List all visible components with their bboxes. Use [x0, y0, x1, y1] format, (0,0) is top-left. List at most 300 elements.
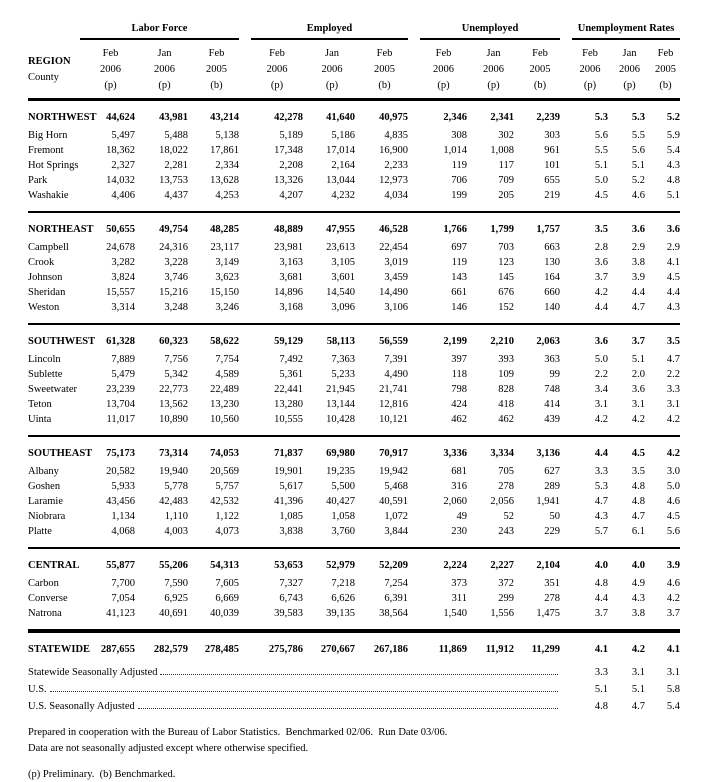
value-cell: 70,917 — [379, 448, 408, 459]
value-cell: 663 — [544, 242, 560, 253]
value-cell: 7,218 — [331, 578, 355, 589]
value-cell: 23,613 — [326, 242, 355, 253]
value-cell: 14,032 — [106, 175, 135, 186]
value-cell: 6,925 — [164, 593, 188, 604]
value-cell: 1,556 — [490, 608, 514, 619]
value-cell: 3,106 — [384, 302, 408, 313]
value-cell: 43,981 — [159, 112, 188, 123]
section-divider-rule — [28, 547, 680, 549]
value-cell: 4,003 — [164, 526, 188, 537]
subcolumn-year: 2006 — [100, 64, 121, 75]
subcolumn-note: (b) — [533, 80, 547, 91]
leader-row — [28, 698, 680, 715]
county-row — [28, 255, 680, 270]
value-cell: 3.6 — [594, 257, 608, 268]
value-cell: 5.6 — [631, 145, 645, 156]
value-cell: 4.7 — [631, 511, 645, 522]
value-cell: 7,605 — [215, 578, 239, 589]
column-group-0 — [80, 22, 239, 40]
rate-cell: 5.4 — [666, 701, 680, 712]
subcolumn-note: (p) — [158, 80, 171, 91]
value-cell: 5,488 — [164, 130, 188, 141]
region-total-row — [28, 446, 680, 461]
value-cell: 23,981 — [274, 242, 303, 253]
value-cell: 798 — [451, 384, 467, 395]
subcolumn-year: 2006 — [579, 64, 601, 75]
value-cell: 11,869 — [438, 644, 467, 655]
value-cell: 19,901 — [274, 466, 303, 477]
value-cell: 5,189 — [279, 130, 303, 141]
value-cell: 828 — [498, 384, 514, 395]
value-cell: 4,073 — [215, 526, 239, 537]
value-cell: 4.6 — [666, 578, 680, 589]
subcolumn-month: Jan — [486, 48, 501, 59]
region-section — [28, 558, 680, 631]
value-cell: 10,555 — [274, 414, 303, 425]
value-cell: 4.2 — [594, 287, 608, 298]
region-name: NORTHEAST — [28, 224, 94, 235]
statewide-rule — [28, 631, 680, 633]
value-cell: 1,799 — [490, 224, 514, 235]
value-cell: 6,626 — [331, 593, 355, 604]
value-cell: 5,361 — [279, 369, 303, 380]
county-row — [28, 494, 680, 509]
value-cell: 4,835 — [384, 130, 408, 141]
county-name: Converse — [28, 593, 68, 604]
value-cell: 3,168 — [279, 302, 303, 313]
value-cell: 373 — [451, 578, 467, 589]
value-cell: 140 — [544, 302, 560, 313]
value-cell: 5.9 — [666, 130, 680, 141]
value-cell: 2,208 — [279, 160, 303, 171]
value-cell: 10,560 — [210, 414, 239, 425]
value-cell: 60,323 — [159, 336, 188, 347]
value-cell: 462 — [451, 414, 467, 425]
value-cell: 278 — [498, 481, 514, 492]
county-name: Carbon — [28, 578, 59, 589]
value-cell: 2,233 — [384, 160, 408, 171]
dotted-leader — [50, 691, 558, 692]
column-group-3 — [560, 22, 680, 40]
value-cell: 40,039 — [210, 608, 239, 619]
value-cell: 2,227 — [490, 560, 514, 571]
dotted-leader — [160, 674, 558, 675]
subcolumn-header — [608, 46, 645, 94]
value-cell: 4.0 — [631, 560, 645, 571]
value-cell: 3,844 — [384, 526, 408, 537]
subcolumn-year: 2005 — [529, 64, 551, 75]
value-cell: 5,497 — [111, 130, 135, 141]
value-cell: 4.1 — [594, 644, 608, 655]
subcolumn-month: Jan — [157, 48, 172, 59]
value-cell: 13,280 — [274, 399, 303, 410]
value-cell: 4.8 — [594, 578, 608, 589]
value-cell: 74,053 — [210, 448, 239, 459]
value-cell: 676 — [498, 287, 514, 298]
value-cell: 3.8 — [631, 257, 645, 268]
value-cell: 3.7 — [594, 608, 608, 619]
footnotes — [28, 725, 680, 782]
subcolumn-year: 2006 — [321, 64, 343, 75]
value-cell: 54,313 — [210, 560, 239, 571]
leader-label-cell — [28, 664, 560, 681]
region-section — [28, 110, 680, 213]
value-cell: 2,341 — [490, 112, 514, 123]
region-header-label: REGION — [28, 56, 71, 67]
value-cell: 4.4 — [594, 448, 608, 459]
value-cell: 4,034 — [384, 190, 408, 201]
rate-cell: 5.8 — [666, 684, 680, 695]
region-total-row — [28, 558, 680, 573]
county-row — [28, 300, 680, 315]
value-cell: 52 — [503, 511, 514, 522]
value-cell: 99 — [549, 369, 560, 380]
value-cell: 278 — [544, 593, 560, 604]
value-cell: 4.2 — [666, 448, 680, 459]
value-cell: 38,564 — [379, 608, 408, 619]
value-cell: 46,528 — [379, 224, 408, 235]
value-cell: 414 — [544, 399, 560, 410]
value-cell: 1,941 — [536, 496, 560, 507]
value-cell: 2,239 — [536, 112, 560, 123]
value-cell: 4.5 — [631, 448, 645, 459]
column-subheader-row — [28, 46, 680, 94]
value-cell: 4.0 — [594, 560, 608, 571]
section-divider-rule — [28, 211, 680, 213]
footnote-legend: (p) Preliminary. (b) Benchmarked. — [28, 769, 176, 780]
value-cell: 118 — [451, 369, 467, 380]
county-row — [28, 270, 680, 285]
value-cell: 5.1 — [594, 160, 608, 171]
value-cell: 1,110 — [164, 511, 188, 522]
subcolumn-month: Feb — [376, 48, 393, 59]
value-cell: 41,640 — [326, 112, 355, 123]
value-cell: 56,559 — [379, 336, 408, 347]
value-cell: 13,144 — [326, 399, 355, 410]
value-cell: 2,327 — [111, 160, 135, 171]
value-cell: 40,427 — [326, 496, 355, 507]
value-cell: 130 — [544, 257, 560, 268]
county-row — [28, 606, 680, 621]
value-cell: 3,459 — [384, 272, 408, 283]
value-cell: 3,246 — [215, 302, 239, 313]
value-cell: 2.8 — [594, 242, 608, 253]
dotted-leader — [138, 708, 558, 709]
value-cell: 1,766 — [443, 224, 467, 235]
county-row — [28, 382, 680, 397]
value-cell: 267,186 — [373, 644, 408, 655]
value-cell: 2,334 — [215, 160, 239, 171]
value-cell: 655 — [544, 175, 560, 186]
value-cell: 961 — [544, 145, 560, 156]
county-name: Goshen — [28, 481, 61, 492]
value-cell: 48,285 — [210, 224, 239, 235]
county-name: Lincoln — [28, 354, 61, 365]
subcolumn-note: (b) — [659, 80, 672, 91]
value-cell: 243 — [498, 526, 514, 537]
value-cell: 5,479 — [111, 369, 135, 380]
value-cell: 50,655 — [106, 224, 135, 235]
value-cell: 49 — [456, 511, 467, 522]
value-cell: 5.2 — [631, 175, 645, 186]
subcolumn-month: Feb — [582, 48, 598, 59]
value-cell: 3.5 — [631, 466, 645, 477]
value-cell: 4.5 — [666, 511, 680, 522]
column-group-label: Unemployment Rates — [577, 23, 675, 34]
value-cell: 3.7 — [594, 272, 608, 283]
value-cell: 627 — [544, 466, 560, 477]
value-cell: 4.3 — [631, 593, 645, 604]
subcolumn-year: 2006 — [483, 64, 504, 75]
value-cell: 3.1 — [666, 399, 680, 410]
subcolumn-month: Jan — [622, 48, 637, 59]
value-cell: 5,617 — [279, 481, 303, 492]
column-group-label: Unemployed — [461, 23, 519, 34]
value-cell: 3,019 — [384, 257, 408, 268]
value-cell: 4.3 — [666, 160, 680, 171]
value-cell: 143 — [451, 272, 467, 283]
value-cell: 372 — [498, 578, 514, 589]
value-cell: 2.0 — [631, 369, 645, 380]
value-cell: 43,214 — [210, 112, 239, 123]
value-cell: 52,209 — [379, 560, 408, 571]
county-name: Sheridan — [28, 287, 66, 298]
value-cell: 13,704 — [106, 399, 135, 410]
value-cell: 748 — [544, 384, 560, 395]
value-cell: 58,113 — [326, 336, 355, 347]
county-header-label: County — [28, 72, 59, 83]
subcolumn-header — [645, 46, 680, 94]
value-cell: 2,164 — [331, 160, 355, 171]
county-row — [28, 128, 680, 143]
column-group-underline — [420, 38, 560, 40]
county-name: Hot Springs — [28, 160, 79, 171]
value-cell: 4.7 — [666, 354, 680, 365]
value-cell: 705 — [498, 466, 514, 477]
value-cell: 4.1 — [666, 644, 680, 655]
value-cell: 4.8 — [666, 175, 680, 186]
region-total-row — [28, 110, 680, 125]
subcolumn-year: 2005 — [655, 64, 676, 75]
value-cell: 41,396 — [274, 496, 303, 507]
county-name: Platte — [28, 526, 52, 537]
subcolumn-note: (b) — [210, 80, 223, 91]
table-body — [28, 110, 680, 631]
value-cell: 3.5 — [666, 336, 680, 347]
value-cell: 24,678 — [106, 242, 135, 253]
value-cell: 146 — [451, 302, 467, 313]
value-cell: 1,085 — [279, 511, 303, 522]
subcolumn-month: Feb — [269, 48, 285, 59]
value-cell: 5.7 — [594, 526, 608, 537]
value-cell: 5.5 — [594, 145, 608, 156]
value-cell: 5,138 — [215, 130, 239, 141]
region-name: SOUTHWEST — [28, 336, 96, 347]
value-cell: 42,483 — [159, 496, 188, 507]
value-cell: 703 — [498, 242, 514, 253]
value-cell: 282,579 — [153, 644, 188, 655]
value-cell: 4.7 — [631, 302, 645, 313]
subcolumn-note: (b) — [378, 80, 391, 91]
value-cell: 1,540 — [443, 608, 467, 619]
county-name: Natrona — [28, 608, 62, 619]
value-cell: 18,022 — [159, 145, 188, 156]
statewide-row — [28, 642, 680, 657]
subcolumn-note: (p) — [623, 80, 636, 91]
column-group-underline — [572, 38, 680, 40]
seasonally-adjusted-rows — [28, 664, 680, 715]
value-cell: 44,624 — [106, 112, 135, 123]
value-cell: 123 — [498, 257, 514, 268]
value-cell: 4.4 — [594, 593, 608, 604]
value-cell: 20,569 — [210, 466, 239, 477]
value-cell: 289 — [544, 481, 560, 492]
column-group-label: Labor Force — [131, 23, 188, 34]
value-cell: 5.2 — [666, 112, 680, 123]
value-cell: 424 — [451, 399, 467, 410]
column-group-label: Employed — [306, 23, 353, 34]
leader-label-cell — [28, 681, 560, 698]
value-cell: 11,299 — [531, 644, 560, 655]
value-cell: 2,104 — [536, 560, 560, 571]
subcolumn-header — [514, 46, 560, 94]
value-cell: 23,117 — [210, 242, 239, 253]
value-cell: 7,590 — [164, 578, 188, 589]
header-rule — [28, 98, 680, 101]
labor-force-table — [28, 22, 680, 782]
value-cell: 1,122 — [215, 511, 239, 522]
value-cell: 3,623 — [215, 272, 239, 283]
county-name: Park — [28, 175, 48, 186]
value-cell: 2.9 — [666, 242, 680, 253]
value-cell: 42,278 — [274, 112, 303, 123]
rate-cell: 3.1 — [631, 667, 645, 678]
section-divider-rule — [28, 323, 680, 325]
value-cell: 4.2 — [594, 414, 608, 425]
value-cell: 3.0 — [666, 466, 680, 477]
value-cell: 316 — [451, 481, 467, 492]
county-row — [28, 412, 680, 427]
value-cell: 75,173 — [106, 448, 135, 459]
value-cell: 23,239 — [106, 384, 135, 395]
value-cell: 69,980 — [326, 448, 355, 459]
value-cell: 7,492 — [279, 354, 303, 365]
subcolumn-month: Jan — [325, 48, 339, 59]
value-cell: 229 — [544, 526, 560, 537]
value-cell: 40,691 — [159, 608, 188, 619]
value-cell: 299 — [498, 593, 514, 604]
value-cell: 219 — [544, 190, 560, 201]
county-name: Laramie — [28, 496, 63, 507]
value-cell: 397 — [451, 354, 467, 365]
county-name: Teton — [28, 399, 52, 410]
value-cell: 1,134 — [111, 511, 135, 522]
value-cell: 52,979 — [326, 560, 355, 571]
adjusted-row-label: U.S. Seasonally Adjusted — [28, 701, 135, 712]
subcolumn-month: Feb — [208, 48, 225, 59]
subcolumn-header — [467, 46, 514, 94]
value-cell: 3.3 — [594, 466, 608, 477]
value-cell: 4,406 — [111, 190, 135, 201]
value-cell: 43,456 — [106, 496, 135, 507]
value-cell: 14,540 — [326, 287, 355, 298]
county-name: Washakie — [28, 190, 69, 201]
value-cell: 4,437 — [164, 190, 188, 201]
value-cell: 270,667 — [320, 644, 355, 655]
value-cell: 17,014 — [326, 145, 355, 156]
county-row — [28, 367, 680, 382]
value-cell: 3.5 — [594, 224, 608, 235]
leader-row — [28, 664, 680, 681]
value-cell: 22,454 — [379, 242, 408, 253]
value-cell: 4,068 — [111, 526, 135, 537]
value-cell: 10,121 — [379, 414, 408, 425]
value-cell: 17,348 — [274, 145, 303, 156]
value-cell: 4.3 — [594, 511, 608, 522]
subcolumn-header — [303, 46, 355, 94]
value-cell: 3.9 — [631, 272, 645, 283]
value-cell: 2.9 — [631, 242, 645, 253]
subcolumn-month: Feb — [657, 48, 674, 59]
value-cell: 3.9 — [666, 560, 680, 571]
value-cell: 3,096 — [331, 302, 355, 313]
subcolumn-note: (p) — [104, 80, 117, 91]
value-cell: 3,314 — [111, 302, 135, 313]
rate-cell: 5.1 — [631, 684, 645, 695]
value-cell: 3,336 — [443, 448, 467, 459]
value-cell: 19,235 — [326, 466, 355, 477]
value-cell: 1,072 — [384, 511, 408, 522]
value-cell: 5.1 — [631, 160, 645, 171]
value-cell: 6,391 — [384, 593, 408, 604]
value-cell: 20,582 — [106, 466, 135, 477]
value-cell: 18,362 — [106, 145, 135, 156]
value-cell: 3,248 — [164, 302, 188, 313]
value-cell: 7,754 — [215, 354, 239, 365]
county-row — [28, 352, 680, 367]
value-cell: 13,044 — [326, 175, 355, 186]
value-cell: 22,773 — [159, 384, 188, 395]
value-cell: 1,058 — [331, 511, 355, 522]
subcolumn-year: 2005 — [206, 64, 227, 75]
value-cell: 5.6 — [594, 130, 608, 141]
value-cell: 6.1 — [631, 526, 645, 537]
region-section — [28, 222, 680, 325]
value-cell: 5.3 — [631, 112, 645, 123]
region-county-header — [28, 46, 80, 94]
subcolumn-year: 2006 — [433, 64, 454, 75]
value-cell: 2.2 — [666, 369, 680, 380]
rate-cell: 4.8 — [594, 701, 608, 712]
value-cell: 4,490 — [384, 369, 408, 380]
value-cell: 418 — [498, 399, 514, 410]
county-name: Johnson — [28, 272, 63, 283]
value-cell: 3,163 — [279, 257, 303, 268]
value-cell: 275,786 — [268, 644, 303, 655]
value-cell: 3,760 — [331, 526, 355, 537]
value-cell: 363 — [544, 354, 560, 365]
value-cell: 5,778 — [164, 481, 188, 492]
value-cell: 278,485 — [204, 644, 239, 655]
value-cell: 11,017 — [106, 414, 135, 425]
value-cell: 706 — [451, 175, 467, 186]
value-cell: 697 — [451, 242, 467, 253]
value-cell: 71,837 — [274, 448, 303, 459]
value-cell: 5,500 — [331, 481, 355, 492]
value-cell: 13,753 — [159, 175, 188, 186]
value-cell: 3.6 — [631, 384, 645, 395]
value-cell: 7,756 — [164, 354, 188, 365]
